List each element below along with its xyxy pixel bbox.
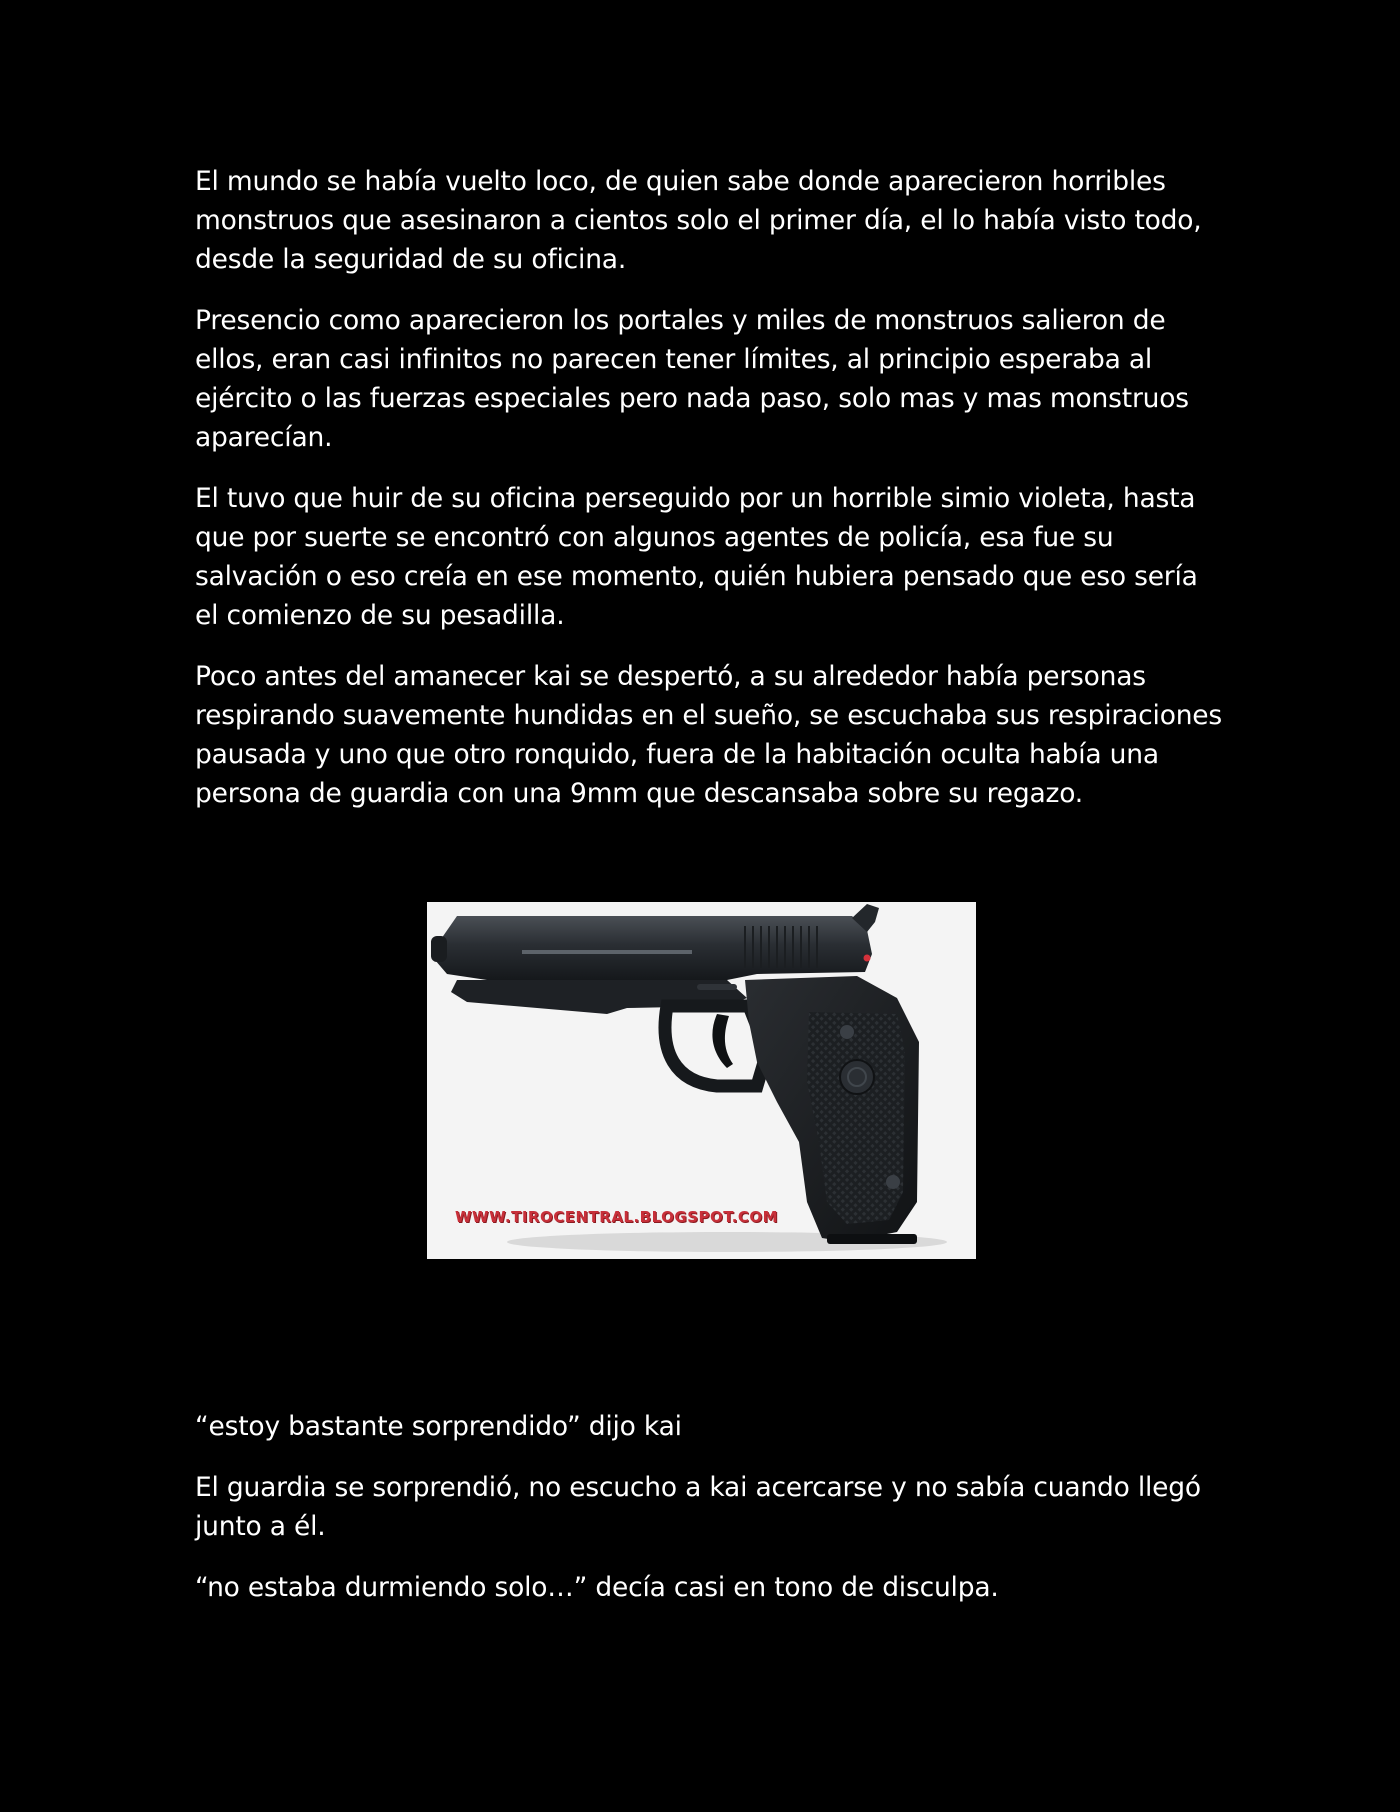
pistol-icon (427, 902, 976, 1259)
pistol-image (427, 902, 976, 1259)
paragraph: El tuvo que huir de su oficina perseguido por un horrible simio violeta, hasta que por suerte se encontró con algunos agentes de policía, esa fue su salvación o eso creía en ese momento, quién hubiera pensado que eso sería el comienzo de su pesadilla. (195, 483, 1198, 631)
paragraph: Presencio como aparecieron los portales y miles de monstruos salieron de ellos, eran casi infinitos no parecen tener límites, al principio esperaba al ejército o las fuerzas especiales pero nada paso, solo mas y mas monstruos aparecían. (195, 305, 1189, 453)
paragraph: El mundo se había vuelto loco, de quien sabe donde aparecieron horribles monstruos que asesinaron a cientos solo el primer día, el lo había visto todo, desde la seguridad de su oficina. (195, 166, 1202, 275)
paragraph: El guardia se sorprendió, no escucho a kai acercarse y no sabía cuando llegó junto a él. (195, 1472, 1201, 1542)
paragraph: “no estaba durmiendo solo…” decía casi en tono de disculpa. (195, 1572, 999, 1603)
watermark-text: WWW.TIROCENTRAL.BLOGSPOT.COM (455, 1208, 779, 1226)
text-block-bottom (195, 1407, 1225, 1629)
paragraph: “estoy bastante sorprendido” dijo kai (195, 1411, 682, 1442)
text-block-top (195, 162, 1225, 835)
paragraph: Poco antes del amanecer kai se despertó, a su alrededor había personas respirando suavemente hundidas en el sueño, se escuchaba sus respiraciones pausada y uno que otro ronquido, fuera de la habitación oculta había una persona de guardia con una 9mm que descansaba sobre su regazo. (195, 661, 1223, 809)
